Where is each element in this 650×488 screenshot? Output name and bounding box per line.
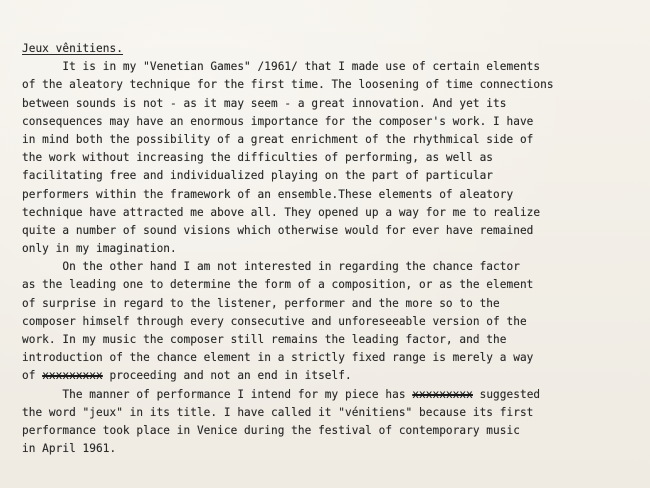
text-line: of the aleatory technique for the first time. The loosening of time connections [22, 78, 554, 92]
text-line: performers within the framework of an ensemble.These elements of aleatory [22, 187, 514, 201]
text-line: in April 1961. [22, 442, 117, 456]
text-line-with-strike [22, 367, 637, 385]
text-fragment: proceeding and not an end in itself. [102, 369, 352, 383]
text-line: in mind both the possibility of a great enrichment of the rhythmical side of [22, 132, 534, 146]
text-line: consequences may have an enormous importance for the composer's work. I have [22, 114, 534, 128]
text-line: of surprise in regard to the listener, performer and the more so to the [22, 296, 500, 310]
text-line: performance took place in Venice during the festival of contemporary music [22, 423, 520, 437]
text-fragment: The manner of performance I intend for my piece has [22, 387, 413, 401]
text-line: On the other hand I am not interested in regarding the chance factor [22, 260, 520, 274]
struck-word: xxxxxxxxx [42, 369, 103, 383]
typed-document [22, 40, 637, 458]
document-title-text: Jeux vênitiens. [22, 42, 123, 55]
text-line: work. In my music the composer still remains the leading factor, and the [22, 333, 507, 346]
text-line: introduction of the chance element in a strictly fixed range is merely a way [22, 351, 534, 365]
text-line: It is in my "Venetian Games" /1961/ that I made use of certain elements [22, 60, 541, 74]
text-line: as the leading one to determine the form of a composition, or as the element [22, 278, 534, 292]
text-line: technique have attracted me above all. They opened up a way for me to realize [22, 205, 541, 219]
struck-word: xxxxxxxxx [412, 387, 473, 401]
text-line: the work without increasing the difficulties of performing, as well as [22, 151, 494, 165]
text-line: only in my imagination. [22, 242, 177, 256]
document-title [22, 40, 637, 58]
text-line: between sounds is not - as it may seem - a great innovation. And yet its [22, 96, 507, 110]
text-line: composer himself through every consecutive and unforeseeable version of the [22, 314, 527, 328]
text-line-with-strike [22, 386, 637, 404]
text-fragment: suggested [472, 387, 541, 401]
text-line: quite a number of sound visions which otherwise would for ever have remained [22, 223, 534, 237]
text-line: the word "jeux" in its title. I have called it "vénitiens" because its first [22, 405, 534, 419]
text-line: facilitating free and individualized playing on the part of particular [22, 169, 494, 183]
text-fragment: of [22, 369, 43, 383]
